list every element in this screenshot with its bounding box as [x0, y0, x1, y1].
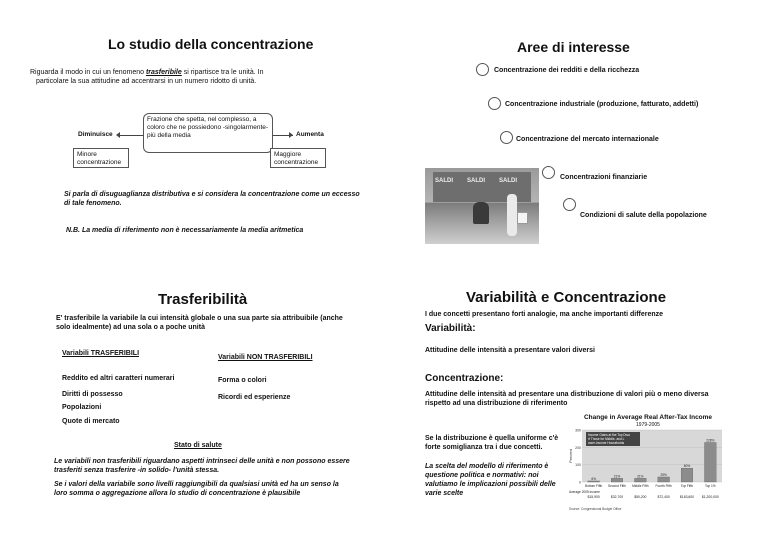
panel3-note1: Le variabili non trasferibili riguardano aspetti intrinseci delle unità e non possono essere trasferiti senza trasferire -in solido- l'unità stessa. — [54, 458, 350, 474]
area-bullet-2-icon — [488, 97, 501, 110]
avg-income-label: $50,200 — [634, 495, 647, 499]
y-tick-label: 0 — [579, 480, 581, 485]
avg-income-label: $1,200,000 — [701, 495, 719, 499]
legend-text-2: rf Those for Middle- and L — [588, 437, 625, 441]
avg-income-label: $32,700 — [610, 495, 624, 499]
saldi-sign-3: SALDI — [499, 178, 517, 184]
aumenta-label: Aumenta — [296, 131, 324, 138]
bar-value-label: 6% — [591, 476, 596, 481]
avg-income-label: $72,400 — [657, 495, 670, 499]
area-item-5: Condizioni di salute della popolazione — [580, 212, 707, 219]
bar — [658, 477, 670, 482]
bar-value-label: 80% — [683, 464, 691, 469]
panel3-note2: Se i valori della variabile sono livelli raggiungibili da qualsiasi unità ed ha un senso la loro somma o aggregazione allora lo studio di concentrazione è plausibile — [54, 481, 339, 497]
intro-text-b: si ripartisce tra le unità. In — [181, 69, 264, 76]
intro-text-a: Riguarda il modo in cui un fenomeno — [30, 69, 146, 76]
person-walking — [507, 194, 517, 236]
panel1-note2: N.B. La media di riferimento non è necessariamente la media aritmetica — [66, 227, 304, 234]
panel2-title: Aree di interesse — [517, 39, 630, 55]
transferable-item-1: Reddito ed altri caratteri numerari — [62, 375, 175, 382]
saldi-sign-2: SALDI — [467, 178, 485, 184]
y-tick-label: 200 — [575, 445, 581, 450]
category-label: Top 1% — [705, 484, 716, 488]
category-label: Middle Fifth — [632, 484, 649, 488]
left-arrowhead-icon — [116, 132, 120, 138]
transferable-header: Variabili TRASFERIBILI — [62, 350, 140, 357]
panel4-intro: I due concetti presentano forti analogie, ma anche importanti differenze — [425, 311, 664, 318]
income-chart — [568, 414, 728, 512]
non-transferable-header: Variabili NON TRASFERIBILI — [218, 354, 313, 361]
bar — [705, 442, 717, 482]
bar — [681, 468, 693, 482]
concentrazione-text: Attitudine delle intensità ad presentare una distribuzione di valori più o meno diversa rispetto ad una distribuzione di riferimento — [425, 391, 709, 407]
bar-value-label: 21% — [637, 474, 644, 479]
center-text-box: Frazione che spetta, nel complesso, a coloro che ne possiedono -singolarmente- più della media — [143, 113, 273, 153]
area-item-1: Concentrazione dei redditi e della ricchezza — [494, 67, 640, 74]
area-bullet-1-icon — [476, 63, 489, 76]
non-transferable-item-1: Forma o colori — [218, 377, 267, 384]
intro-text-c: particolare la sua attitudine ad accentrarsi in un numero ridotto di unità. — [36, 78, 257, 85]
area-bullet-3-icon — [500, 131, 513, 144]
minore-box: Minore concentrazione — [73, 148, 129, 168]
category-label: Second Fifth — [608, 484, 626, 488]
intro-emphasis: trasferibile — [145, 69, 182, 76]
y-tick-label: 100 — [575, 463, 581, 468]
area-item-3: Concentrazione del mercato internazionale — [516, 136, 659, 143]
area-item-4: Concentrazioni finanziarie — [560, 174, 648, 181]
variabilita-heading: Variabilità: — [425, 323, 476, 334]
area-item-2: Concentrazione industriale (produzione, fatturato, addetti) — [505, 101, 699, 108]
variabilita-text: Attitudine delle intensità a presentare valori diversi — [425, 347, 595, 354]
transferable-item-2: Diritti di possesso — [62, 391, 123, 398]
area-bullet-4-icon — [542, 166, 555, 179]
chart-title: Change in Average Real After-Tax Income — [583, 414, 713, 421]
bar — [588, 481, 600, 482]
legend-text-3: ower-Income Households — [588, 441, 625, 445]
diminuisce-label: Diminuisce — [78, 131, 113, 138]
bar-value-label: 228% — [706, 438, 715, 443]
maggiore-box: Maggiore concentrazione — [270, 148, 326, 168]
legend-text-1: Income Gains at the Top Dwa — [588, 433, 630, 437]
street-photo — [425, 168, 539, 244]
category-label: Fourth Fifth — [655, 484, 672, 488]
avg-income-label: $163,600 — [679, 495, 695, 499]
panel1-note1: Si parla di disuguaglianza distributiva e si considera la concentrazione come un eccesso di tale fenomeno. — [64, 191, 360, 207]
left-arrow-line — [118, 135, 143, 136]
shopping-bag — [517, 212, 528, 224]
y-tick-label: 300 — [575, 428, 581, 433]
chart-subtitle: 1979-2005 — [636, 422, 660, 428]
transferable-item-4: Quote di mercato — [62, 418, 120, 425]
side-note-2: La scelta del modello di riferimento è questione politica e normativi: noi valutiamo le implicazioni possibili delle varie scelte — [425, 463, 556, 497]
panel3-intro: E' trasferibile la variabile la cui intensità globale o una sua parte sia attribuibile (anche solo idealmente) ad una sola o a poche unità — [56, 315, 343, 331]
chart-svg — [568, 428, 728, 512]
side-note-1: Se la distribuzione è quella uniforme c'è forte somiglianza tra i due concetti. — [425, 435, 559, 451]
person-sitting — [473, 202, 489, 224]
transferable-item-3: Popolazioni — [62, 404, 102, 411]
bar-value-label: 21% — [613, 474, 621, 479]
concentrazione-heading: Concentrazione: — [425, 373, 504, 384]
right-arrowhead-icon — [289, 132, 293, 138]
area-bullet-5-icon — [563, 198, 576, 211]
chart-source: Source: Congressional Budget Office — [569, 507, 622, 511]
bar — [635, 478, 647, 482]
bar — [611, 478, 623, 482]
category-label: Bottom Fifth — [585, 484, 603, 488]
bar-value-label: 29% — [660, 472, 667, 477]
panel4-title: Variabilità e Concentrazione — [466, 289, 667, 306]
category-label: Top Fifth — [680, 484, 694, 488]
y-axis-label: Percent — [568, 449, 573, 463]
saldi-sign-1: SALDI — [435, 178, 453, 184]
stato-salute: Stato di salute — [174, 442, 222, 449]
panel1-intro — [30, 68, 360, 86]
avg-income-label: $15,900 — [587, 495, 600, 499]
avg-income-heading: Average 2005 income — [569, 490, 600, 494]
non-transferable-item-2: Ricordi ed esperienze — [218, 394, 291, 401]
panel3-title: Trasferibilità — [158, 291, 248, 308]
panel1-title: Lo studio della concentrazione — [108, 36, 314, 52]
